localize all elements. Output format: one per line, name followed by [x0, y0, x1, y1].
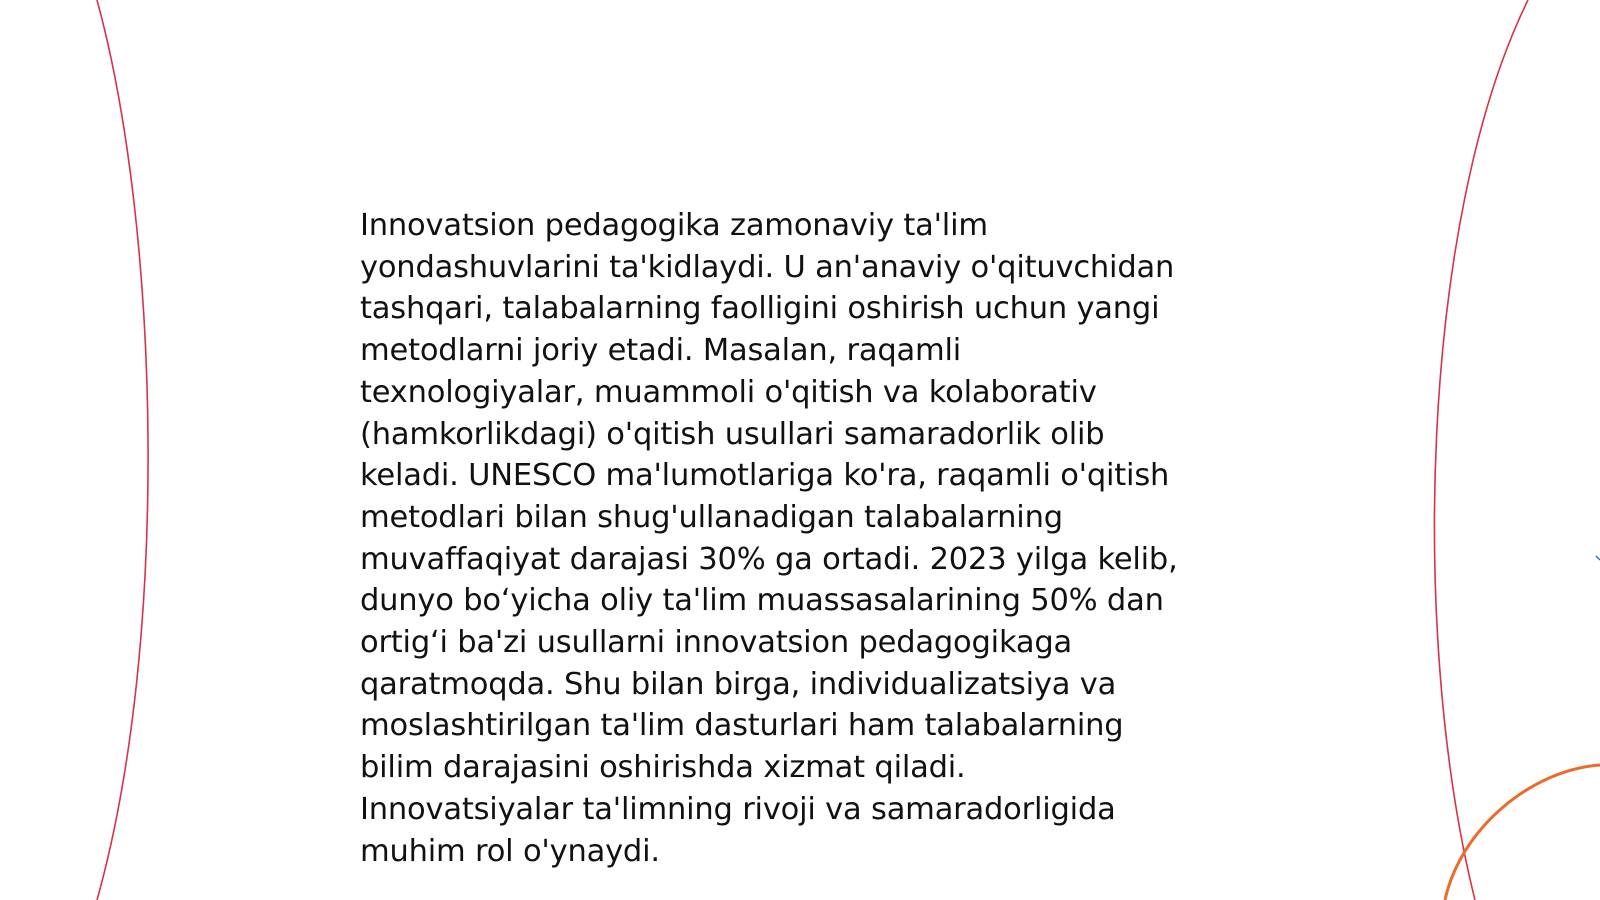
body-paragraph: Innovatsion pedagogika zamonaviy ta'lim yondashuvlarini ta'kidlaydi. U an'anaviy o'qituvchidan tashqari, talabalarning faolligini oshirish uchun yangi metodlarni joriy etadi. Masalan, raqamli texnologiyalar, muammoli o'qitish va kolaborativ (hamkorlikdagi) o'qitish usullari samaradorlik olib keladi. UNESCO ma'lumotlariga ko'ra, raqamli o'qitish metodlari bilan shug'ullanadigan talabalarning muvaffaqiyat darajasi 30% ga ortadi. 2023 yilga kelib, dunyo bo‘yicha oliy ta'lim muassasalarining 50% dan ortig‘i ba'zi usullarni innovatsion pedagogikaga qaratmoqda. Shu bilan birga, individualizatsiya va moslashtirilgan ta'lim dasturlari ham talabalarning bilim darajasini oshirishda xizmat qiladi. Innovatsiyalar ta'limning rivoji va samaradorligida muhim rol o'ynaydi. [360, 208, 1178, 869]
left-red-curve [97, 0, 148, 900]
right-red-curve [1434, 0, 1528, 900]
orange-arc [1445, 765, 1600, 900]
small-accent-mark [1596, 556, 1600, 560]
